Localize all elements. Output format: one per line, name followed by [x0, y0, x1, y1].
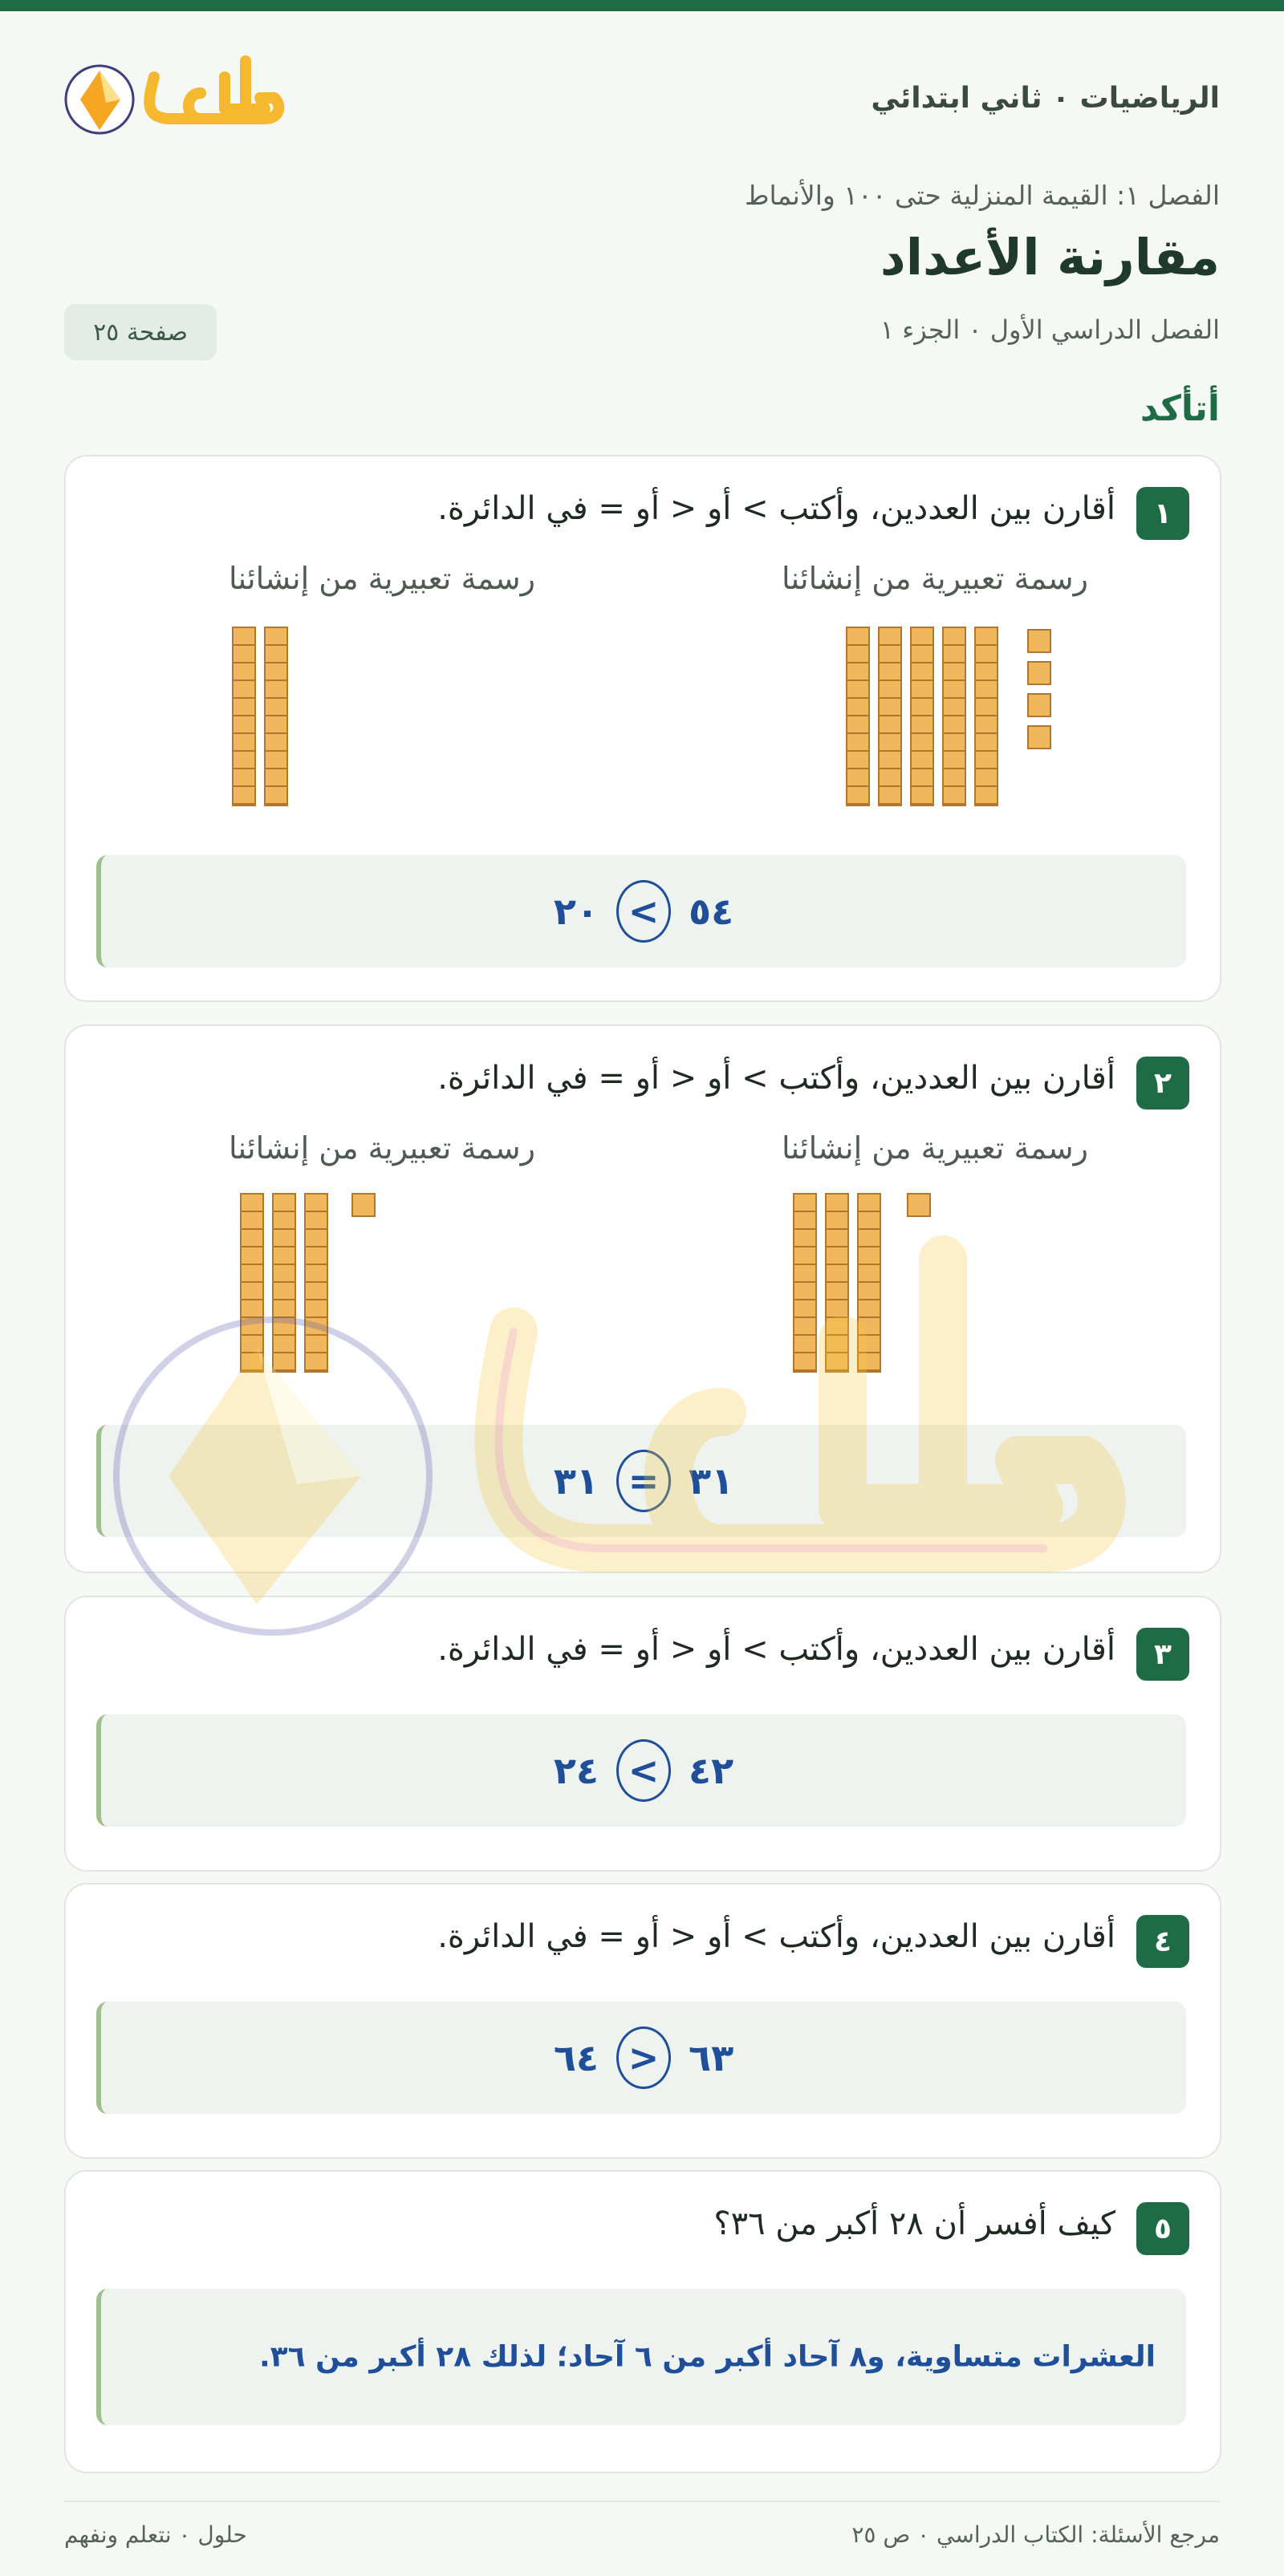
ones-cube	[907, 1193, 931, 1217]
question-text: كيف أفسر أن ٢٨ أكبر من ٣٦؟	[713, 2205, 1115, 2242]
tens-rods-right	[793, 1193, 881, 1373]
question-text: أقارن بين العددين، وأكتب > أو < أو = في الدائرة.	[437, 1060, 1115, 1097]
ones-cube	[351, 1193, 376, 1217]
tens-rod	[232, 627, 256, 806]
tens-rods-left	[232, 627, 288, 806]
tens-rod	[272, 1193, 296, 1373]
comparison	[101, 1739, 1186, 1802]
answer-explanation: العشرات متساوية، و٨ آحاد أكبر من ٦ آحاد؛ لذلك ٢٨ أكبر من ٣٦.	[258, 2340, 1156, 2374]
tens-rod	[942, 627, 966, 806]
question-card-1	[64, 455, 1221, 1002]
number-left: ٦٤	[553, 2036, 599, 2079]
number-right: ٣١	[689, 1459, 734, 1503]
question-text: أقارن بين العددين، وأكتب > أو < أو = في الدائرة.	[437, 1631, 1115, 1668]
answer-box	[96, 855, 1186, 968]
number-left: ٢٤	[553, 1749, 599, 1792]
footer-tagline: حلول ٠ نتعلم ونفهم	[64, 2521, 247, 2548]
comparison	[101, 2026, 1186, 2089]
hulul-logo-icon	[64, 53, 289, 141]
section-title: أتأكد	[1140, 388, 1220, 429]
sketch-caption: رسمة تعبيرية من إنشائنا	[781, 561, 1088, 596]
number-right: ٦٣	[689, 2036, 734, 2079]
tens-rod	[878, 627, 902, 806]
answer-box	[96, 1714, 1186, 1827]
tens-rod	[857, 1193, 881, 1373]
ones-cube	[1027, 661, 1051, 685]
number-left: ٣١	[553, 1459, 599, 1503]
comparison-circle: =	[616, 1450, 671, 1512]
sketch-caption: رسمة تعبيرية من إنشائنا	[228, 1130, 535, 1166]
sketch-caption: رسمة تعبيرية من إنشائنا	[228, 561, 535, 596]
comparison	[101, 880, 1186, 943]
comparison	[101, 1450, 1186, 1512]
question-number: ٤	[1136, 1915, 1189, 1968]
tens-rod	[793, 1193, 817, 1373]
ones-cube	[1027, 725, 1051, 749]
question-text: أقارن بين العددين، وأكتب > أو < أو = في الدائرة.	[437, 490, 1115, 527]
ones-cube	[1027, 693, 1051, 717]
answer-box	[96, 2002, 1186, 2114]
semester-label: الفصل الدراسي الأول ٠ الجزء ١	[880, 314, 1220, 345]
comparison-circle: >	[616, 1739, 671, 1802]
page-footer	[64, 2501, 1220, 2548]
number-right: ٥٤	[689, 890, 734, 933]
question-card-4	[64, 1883, 1221, 2159]
question-number: ١	[1136, 487, 1189, 540]
question-card-5	[64, 2170, 1221, 2473]
question-text: أقارن بين العددين، وأكتب > أو < أو = في الدائرة.	[437, 1918, 1115, 1955]
lesson-title: مقارنة الأعداد	[880, 228, 1220, 286]
tens-rods-left	[240, 1193, 328, 1373]
tens-rod	[974, 627, 998, 806]
page	[64, 11, 1220, 2548]
question-card-2	[64, 1024, 1221, 1573]
answer-box	[96, 1425, 1186, 1537]
number-left: ٢٠	[553, 890, 599, 933]
tens-rod	[846, 627, 870, 806]
question-number: ٢	[1136, 1057, 1189, 1110]
number-right: ٤٢	[689, 1749, 734, 1792]
tens-rod	[825, 1193, 849, 1373]
top-accent-bar	[0, 0, 1284, 11]
page-header	[64, 11, 1220, 172]
footer-reference: مرجع الأسئلة: الكتاب الدراسي ٠ ص ٢٥	[851, 2521, 1220, 2548]
tens-rod	[264, 627, 288, 806]
question-number: ٣	[1136, 1628, 1189, 1681]
sketch-caption: رسمة تعبيرية من إنشائنا	[781, 1130, 1088, 1166]
question-number: ٥	[1136, 2202, 1189, 2255]
tens-rod	[240, 1193, 264, 1373]
tens-rod	[304, 1193, 328, 1373]
tens-rods-right	[846, 627, 998, 806]
chapter-title: الفصل ١: القيمة المنزلية حتى ١٠٠ والأنماط	[745, 180, 1220, 211]
ones-cube	[1027, 629, 1051, 653]
answer-box	[96, 2289, 1186, 2425]
comparison-circle: >	[616, 880, 671, 943]
question-card-3	[64, 1596, 1221, 1872]
tens-rod	[910, 627, 934, 806]
comparison-circle: <	[616, 2026, 671, 2089]
page-number-badge: صفحة ٢٥	[64, 304, 217, 360]
subject-title: الرياضيات ٠ ثاني ابتدائي	[871, 82, 1220, 115]
